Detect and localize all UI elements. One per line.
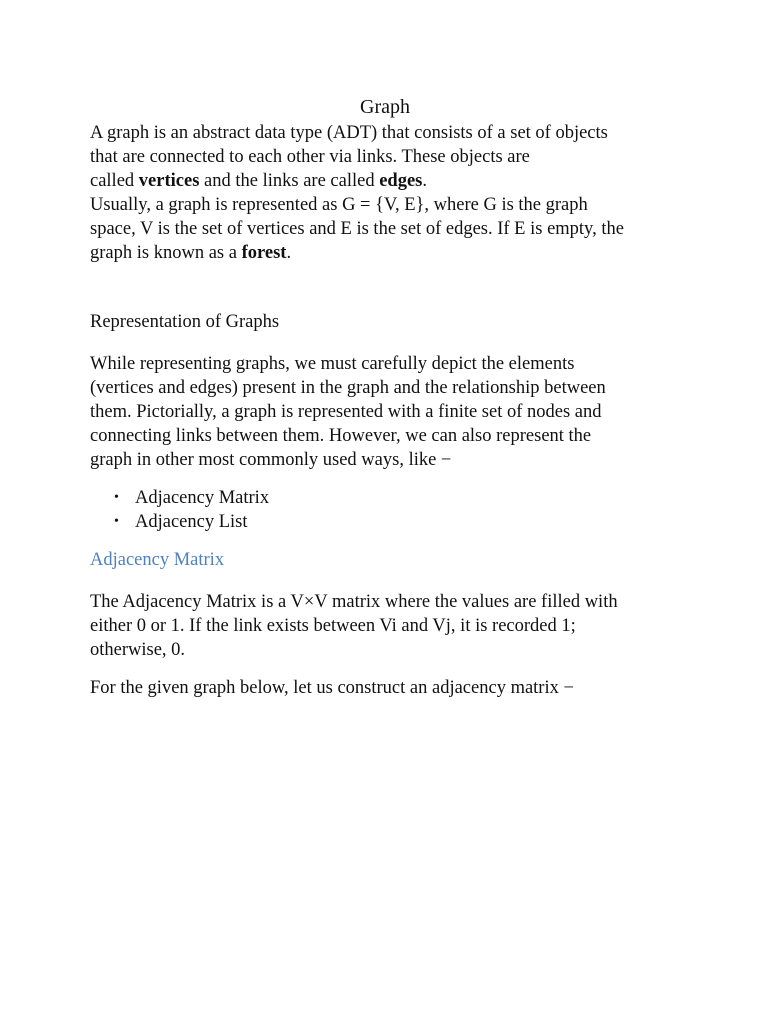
representation-list bbox=[90, 486, 680, 534]
representation-line-1: While representing graphs, we must carefully depict the elements bbox=[90, 354, 575, 374]
intro-text: called bbox=[90, 171, 139, 191]
intro-line-2: that are connected to each other via links. These objects are bbox=[90, 147, 530, 167]
spacer bbox=[90, 472, 680, 486]
bullet-icon: • bbox=[114, 490, 119, 505]
section-heading-adjacency-matrix: Adjacency Matrix bbox=[90, 550, 225, 570]
intro-text: . bbox=[422, 171, 427, 191]
intro-text: and the links are called bbox=[199, 171, 380, 191]
spacer bbox=[90, 572, 680, 590]
representation-line-3: them. Pictorially, a graph is represented with a finite set of nodes and bbox=[90, 402, 602, 422]
list-item-label: Adjacency List bbox=[135, 512, 248, 532]
construct-paragraph bbox=[90, 676, 680, 700]
intro-text: . bbox=[286, 243, 292, 263]
spacer bbox=[90, 334, 680, 352]
representation-line-2: (vertices and edges) present in the graph and the relationship between bbox=[90, 378, 606, 398]
intro-line-5: space, V is the set of vertices and E is the set of edges. If E is empty, the bbox=[90, 219, 624, 239]
representation-line-5: graph in other most commonly used ways, like − bbox=[90, 450, 452, 470]
term-vertices: vertices bbox=[138, 171, 200, 191]
intro-line-3 bbox=[90, 169, 680, 193]
page-title: Graph bbox=[360, 96, 410, 118]
representation-paragraph bbox=[90, 352, 680, 472]
adjacency-matrix-paragraph bbox=[90, 590, 680, 662]
intro-line-4: Usually, a graph is represented as G = {V, E}, where G is the graph bbox=[90, 195, 588, 215]
spacer bbox=[90, 534, 680, 548]
list-item bbox=[90, 486, 680, 510]
document-page bbox=[90, 93, 680, 700]
representation-line-4: connecting links between them. However, we can also represent the bbox=[90, 426, 592, 446]
adjacency-line-1: The Adjacency Matrix is a V×V matrix where the values are filled with bbox=[90, 592, 618, 612]
intro-line-1: A graph is an abstract data type (ADT) that consists of a set of objects bbox=[90, 123, 608, 143]
intro-line-6 bbox=[90, 241, 680, 265]
bullet-icon: • bbox=[114, 514, 119, 529]
spacer bbox=[90, 265, 680, 310]
section-heading-representation: Representation of Graphs bbox=[90, 312, 280, 332]
adjacency-line-2: either 0 or 1. If the link exists between Vi and Vj, it is recorded 1; bbox=[90, 616, 576, 636]
list-item-label: Adjacency Matrix bbox=[135, 488, 270, 508]
intro-text: graph is known as a bbox=[90, 243, 242, 263]
adjacency-line-3: otherwise, 0. bbox=[90, 640, 186, 660]
term-edges: edges bbox=[379, 171, 423, 191]
term-forest: forest bbox=[241, 243, 287, 263]
construct-line: For the given graph below, let us construct an adjacency matrix − bbox=[90, 678, 574, 698]
list-item bbox=[90, 510, 680, 534]
intro-paragraph bbox=[90, 121, 680, 265]
spacer bbox=[90, 662, 680, 676]
